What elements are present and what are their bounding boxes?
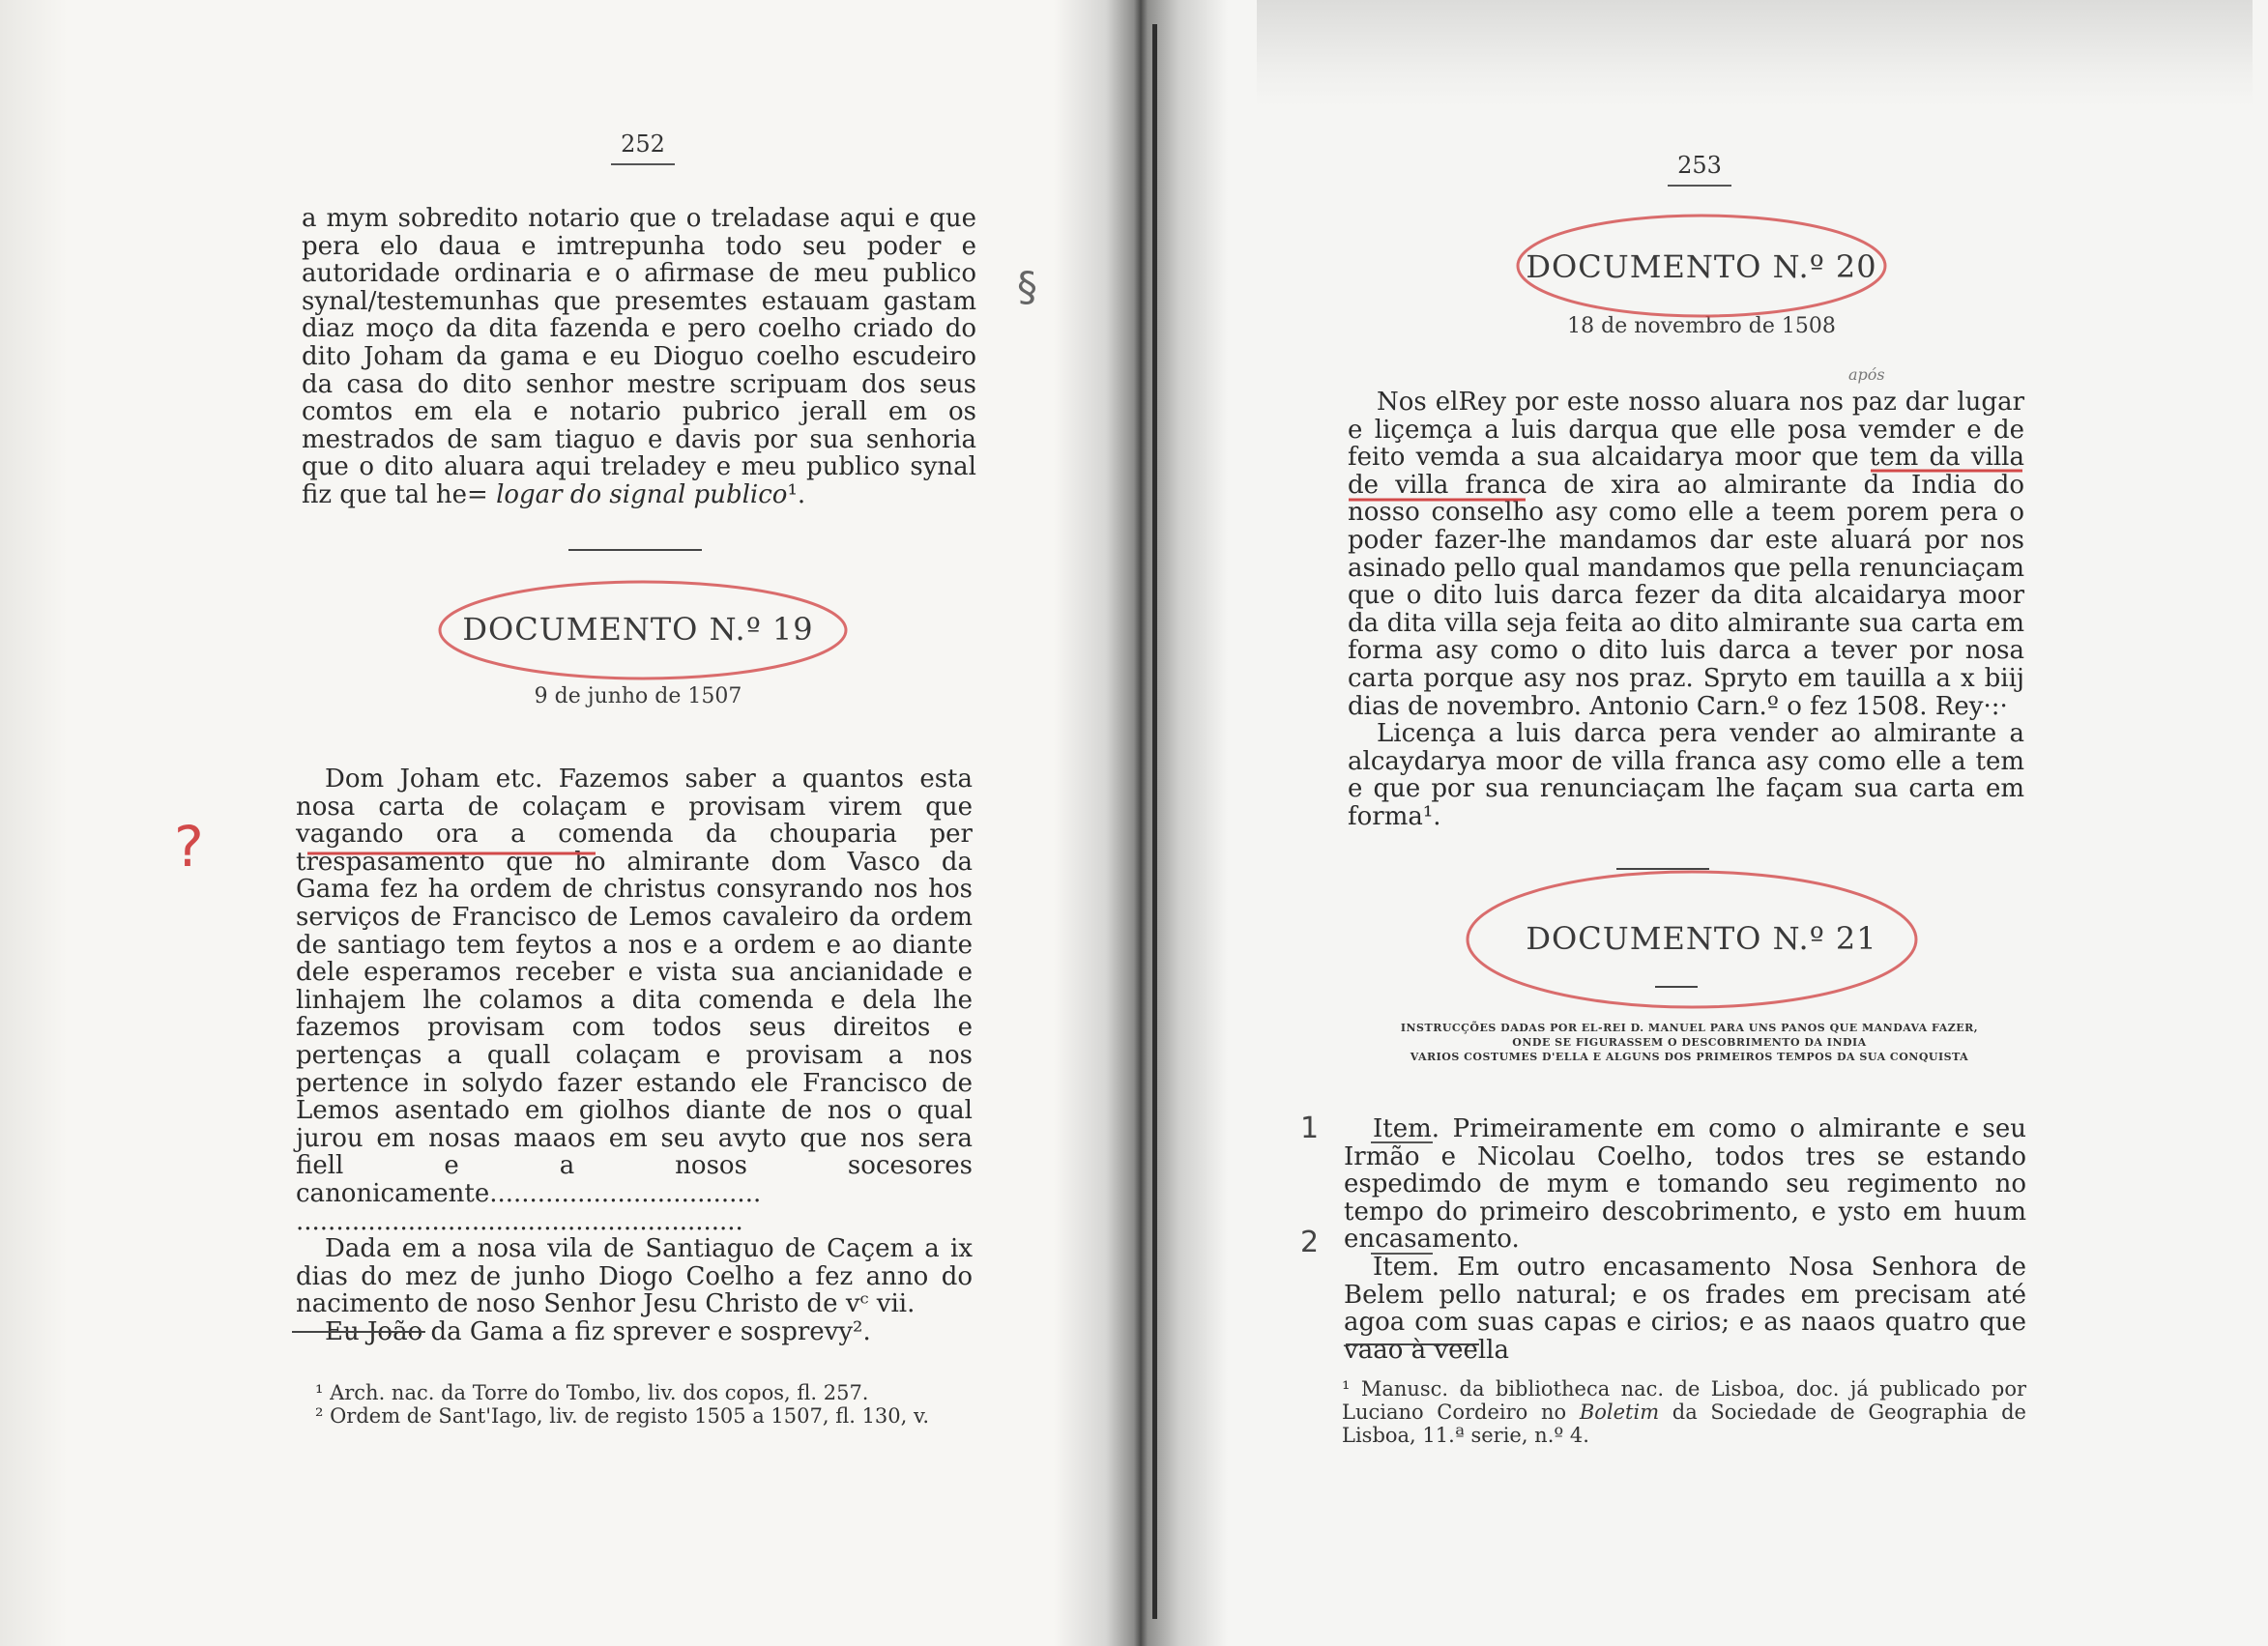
book-spine (1152, 24, 1157, 1619)
section-mark-annotation: § (1017, 263, 1037, 310)
page-edge-shadow (0, 0, 68, 1646)
opening-text: a mym sobredito notario que o treladase aqui e que pera elo daua e imtrepunha todo seu poder e autoridade ordinaria e o afirmase de meu publico synal/testemunhas que presemtes estauam gastam diaz moço da dita fazenda e pero coelho criado do dito Joham da gama e eu Dioguo coelho escudeiro da casa do dito senhor mestre scripuam dos seus comtos em ela e notario pubrico jerall em os mestrados de sam tiaguo e davis por sua senhoria que o dito aluara aqui treladey e meu publico synal fiz que tal he (302, 204, 976, 509)
document-20-summary: Licença a luis darca pera vender ao almirante a alcaydarya moor de villa franca asy como elle a tem e que por sua renunciaçam lhe façam sua carta em forma¹. (1348, 719, 2024, 831)
opening-paragraph (302, 205, 976, 509)
scan-shadow (1257, 0, 2253, 106)
document-19-closing: Dada em a nosa vila de Santiaguo de Caçem a ix dias do mez de junho Diogo Coelho a fez anno do nacimento de noso Senhor Jesu Christo de vᶜ vii. (296, 1234, 973, 1319)
document-19-text: Dom Joham etc. Fazemos saber a quantos esta nosa carta de colaçam e provisam virem que vagando ora a comenda da chouparia per trespasamento que ho almirante dom Vasco da Gama fez ha ordem de christus consyrando nos hos serviços de Francisco de Lemos cavaleiro da ordem de santiago tem feytos a nos e a ordem e ao diante dele esperamos receber e vista sua ancianidade e linhajem lhe colamos a dita comenda e dela lhe fazemos provisam com todos seus direitos e pertenças a quall colaçam e provisam a nos pertence in solydo fazer estando ele Francisco de Lemos asentado em giolhos diante de nos o qual jurou em nosas maaos em seu avyto que nos sera fiell e a nosos socesores canonicamente (296, 765, 973, 1208)
document-21-title: DOCUMENTO N.º 21 (1526, 920, 1877, 957)
section-rule-right (1616, 868, 1709, 870)
document-20-text: Nos elRey por este nosso aluara nos paz dar lugar e liçemça a luis darqua que elle posa vemder e de feito vemda a sua alcaidarya moor que tem da villa de villa franca de xira ao almirante da India do nosso conselho asy como elle a teem porem pera o poder fazer-lhe mandamos dar este aluará por nos asinado pello qual mandamos que pella renunciaçam que o dito luis darca fezer da dita alcaidarya moor da dita villa seja feita ao dito almirante sua carta em forma asy como o dito luis darca a tever por nosa carta porque asy nos praz. Spryto em tauilla a x biij dias de novembro. Antonio Carn.º o fez 1508. Rey·:· (1348, 388, 2024, 721)
section-rule (568, 549, 702, 551)
margin-number-1: 1 (1300, 1112, 1320, 1145)
margin-number-2: 2 (1300, 1226, 1320, 1259)
document-19-date: 9 de junho de 1507 (534, 684, 742, 708)
footnote-ref: ¹. (787, 479, 806, 509)
footnote-rule-left (292, 1331, 425, 1333)
document-21-body (1344, 1115, 2026, 1364)
footnote-right-italic: Boletim (1579, 1401, 1660, 1424)
document-20-date: 18 de novembro de 1508 (1567, 314, 1836, 338)
short-rule (1655, 986, 1698, 988)
document-19-signature: Eu João da Gama a fiz sprever e sosprevy². (325, 1316, 871, 1346)
page-number-right: 253 (1668, 152, 1731, 187)
footnotes-left (315, 1381, 992, 1428)
document-20-title: DOCUMENTO N.º 20 (1526, 248, 1877, 285)
item-2: Item. Em outro encasamento Nosa Senhora de Belem pello natural; e os frades em precisam até agoa com suas capas e cirios; e as naaos quatro que vaao à veella (1344, 1252, 2026, 1365)
book-gutter (1054, 0, 1228, 1646)
footnote-right-end: da Sociedade de Geographia de Lisboa, 11.ª serie, n.º 4. (1342, 1401, 2026, 1447)
question-mark-annotation: ? (174, 814, 204, 880)
page-number-left: 252 (611, 130, 675, 165)
document-19-body (296, 765, 973, 1345)
item-1: Item. Primeiramente em como o almirante e seu Irmão e Nicolau Coelho, todos tres se estando espedimdo de mym e tomando seu regimento no tempo do primeiro descobrimento, e ysto em huum encasamento. (1344, 1114, 2026, 1255)
document-19-title: DOCUMENTO N.º 19 (462, 611, 814, 648)
subtitle-line-1: INSTRUCÇÕES DADAS POR EL-REI D. MANUEL PARA UNS PANOS QUE MANDAVA FAZER, (1400, 1022, 1979, 1034)
margin-note-apres: após (1848, 365, 1885, 384)
footnote-rule-right (1346, 1343, 1479, 1345)
footnote-1: ¹ Arch. nac. da Torre do Tombo, liv. dos copos, fl. 257. (315, 1381, 869, 1404)
footnote-right-start: ¹ Manusc. da bibliotheca nac. de Lisboa, doc. já publicado por Luciano Cordeiro no (1342, 1377, 2026, 1424)
subtitle-line-2: ONDE SE FIGURASSEM O DESCOBRIMENTO DA INDIA (1512, 1036, 1867, 1049)
footnote-2: ² Ordem de Sant'Iago, liv. de registo 1505 a 1507, fl. 130, v. (315, 1404, 930, 1428)
signal-placeholder: = logar do signal publico (467, 479, 788, 509)
subtitle-line-3: VARIOS COSTUMES D'ELLA E ALGUNS DOS PRIMEIROS TEMPOS DA SUA CONQUISTA (1410, 1051, 1969, 1063)
document-20-body (1348, 389, 2024, 831)
dots-line: ........................................................ (296, 1207, 743, 1236)
document-21-subtitle (1349, 1021, 2030, 1064)
dots-end: .................................. (489, 1178, 762, 1208)
footnote-right (1342, 1377, 2026, 1447)
